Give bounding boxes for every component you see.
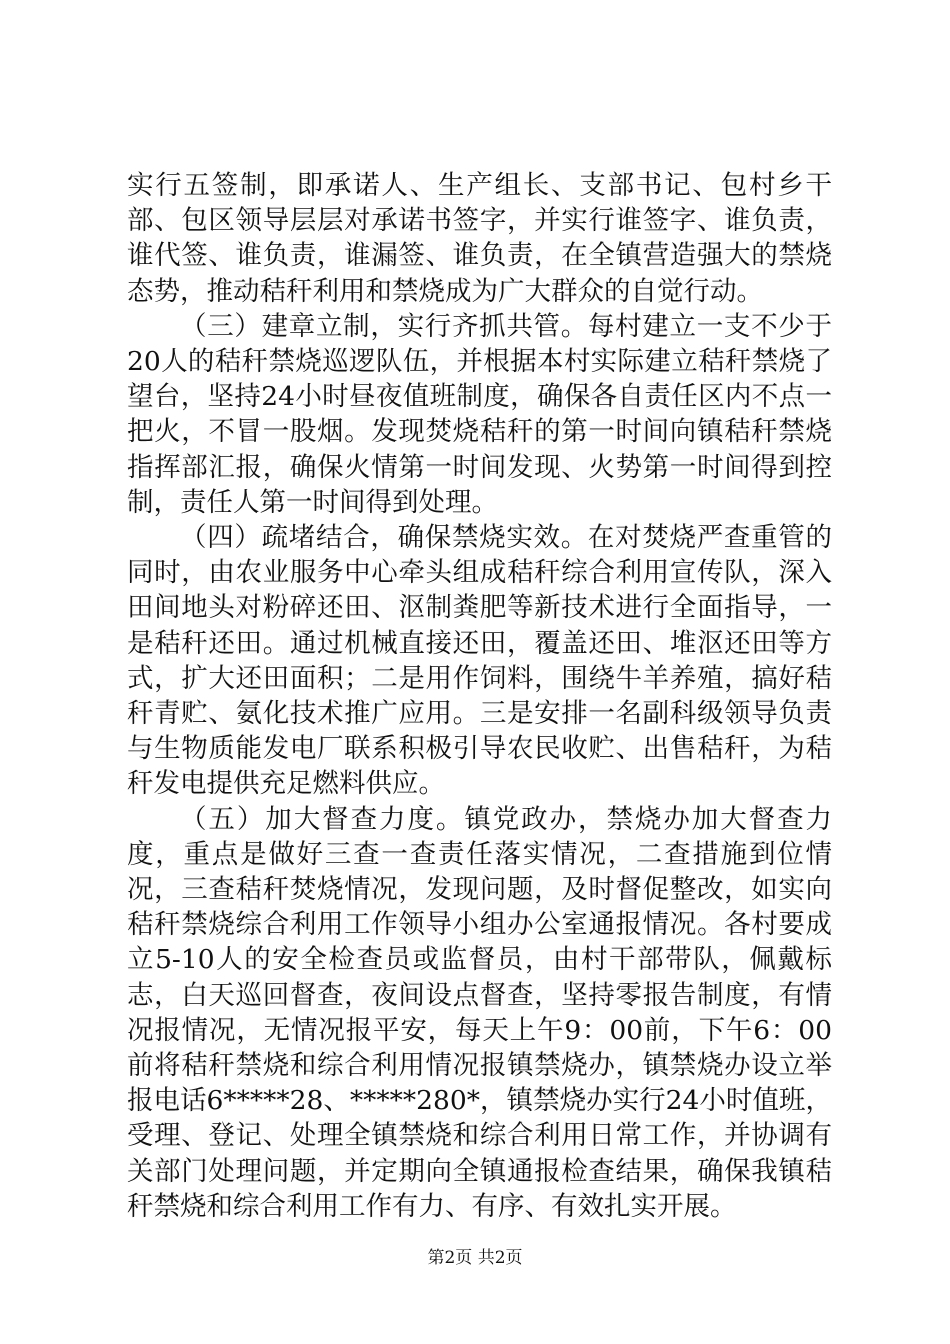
paragraph-continuation: 实行五签制，即承诺人、生产组长、支部书记、包村乡干部、包区领导层层对承诺书签字，并实行谁签字、谁负责，谁代签、谁负责，谁漏签、谁负责，在全镇营造强大的禁烧态势，推动秸秆利用和禁烧成为广大群众的自觉行动。 <box>127 170 832 307</box>
page-footer <box>0 1243 950 1268</box>
paragraph-section-3: （三）建章立制，实行齐抓共管。每村建立一支不少于20人的秸秆禁烧巡逻队伍，并根据本村实际建立秸秆禁烧了望台，坚持24小时昼夜值班制度，确保各自责任区内不点一把火，不冒一股烟。发现焚烧秸秆的第一时间向镇秸秆禁烧指挥部汇报，确保火情第一时间发现、火势第一时间得到控制，责任人第一时间得到处理。 <box>127 310 832 518</box>
paragraph-section-4: （四）疏堵结合，确保禁烧实效。在对焚烧严查重管的同时，由农业服务中心牵头组成秸秆综合利用宣传队，深入田间地头对粉碎还田、沤制粪肥等新技术进行全面指导，一是秸秆还田。通过机械直接还田，覆盖还田、堆沤还田等方式，扩大还田面积；二是用作饲料，围绕牛羊养殖，搞好秸秆青贮、氨化技术推广应用。三是安排一名副科级领导负责与生物质能发电厂联系积极引导农民收贮、出售秸秆，为秸秆发电提供充足燃料供应。 <box>127 522 832 800</box>
paragraph-section-5: （五）加大督查力度。镇党政办，禁烧办加大督查力度，重点是做好三查一查责任落实情况，二查措施到位情况，三查秸秆焚烧情况，发现问题，及时督促整改，如实向秸秆禁烧综合利用工作领导小组办公室通报情况。各村要成立5-10人的安全检查员或监督员，由村干部带队，佩戴标志，白天巡回督查，夜间设点督查，坚持零报告制度，有情况报情况，无情况报平安，每天上午9：00前，下午6：00前将秸秆禁烧和综合利用情况报镇禁烧办，镇禁烧办设立举报电话6*****28、*****280*，镇禁烧办实行24小时值班，受理、登记、处理全镇禁烧和综合利用日常工作，并协调有关部门处理问题，并定期向全镇通报检查结果，确保我镇秸秆禁烧和综合利用工作有力、有序、有效扎实开展。 <box>127 803 832 1222</box>
document-body <box>127 168 832 1224</box>
page-number: 第2页 共2页 <box>427 1248 523 1268</box>
